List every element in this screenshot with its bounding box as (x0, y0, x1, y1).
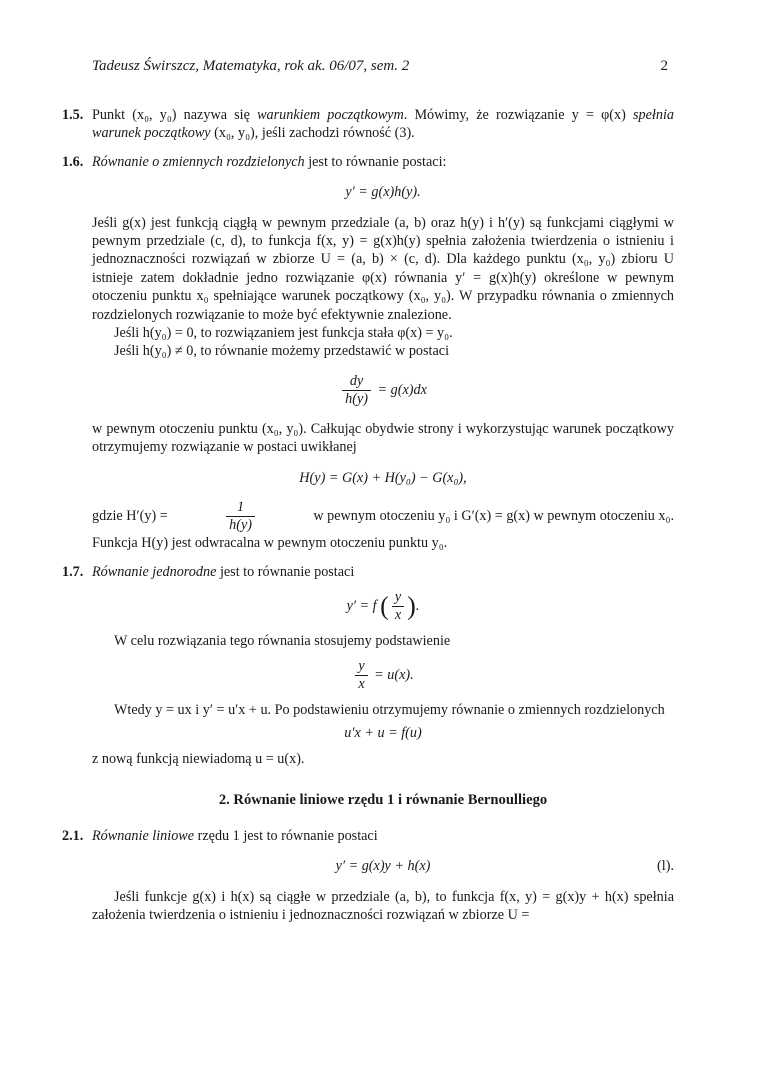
paragraph-2-1 (62, 827, 674, 845)
paragraph: Wtedy y = ux i y′ = u′x + u. Po podstawieniu otrzymujemy równanie o zmiennych rozdzielonych (114, 702, 665, 719)
paragraph-1-6 (62, 153, 674, 171)
term: spełnia warunek początkowy (92, 107, 674, 142)
text: . Mówimy, że rozwiązanie y = φ(x) (403, 107, 633, 123)
text: w pewnym otoczeniu y₀ i G′(x) = g(x) w pewnym otoczeniu x₀. (313, 508, 674, 525)
paren-close: ) (407, 591, 416, 621)
text: gdzie H′(y) = (92, 508, 168, 525)
denominator: h(y) (345, 390, 368, 407)
equation: H(y) = G(x) + H(y₀) − G(x₀), (299, 469, 467, 486)
equation (62, 857, 674, 875)
term: Równanie liniowe (92, 827, 195, 844)
equation: u′x + u = f(u) (344, 724, 422, 741)
numerator: y (355, 658, 367, 676)
term: Równanie jednorodne (92, 563, 217, 580)
item-number: 1.6. (62, 153, 84, 170)
item-number: 1.7. (62, 563, 84, 580)
item-number: 1.5. (62, 107, 84, 123)
text: (x₀, y₀), jeśli zachodzi równość (3). (210, 125, 415, 142)
fraction (226, 499, 255, 534)
fraction (342, 373, 371, 408)
denominator: x (394, 606, 402, 623)
item-number: 2.1. (62, 827, 84, 844)
equation-rhs: = g(x)dx (377, 381, 427, 398)
text: Punkt (x₀, y₀) nazywa się (92, 107, 258, 123)
paragraph (62, 499, 674, 534)
denominator: h(y) (229, 517, 252, 534)
equation-end: . (415, 597, 420, 614)
page-content (62, 106, 674, 925)
term: warunkiem początkowym (257, 107, 404, 123)
equation (62, 589, 674, 624)
paragraph: W celu rozwiązania tego równania stosujemy podstawienie (114, 632, 451, 649)
section-heading: 2. Równanie liniowe rzędu 1 i równanie Bernoulliego (218, 791, 548, 808)
equation: y′ = g(x)h(y). (345, 184, 421, 201)
fraction (392, 589, 404, 624)
header-title: Tadeusz Świrszcz, Matematyka, rok ak. 06/07, sem. 2 (92, 58, 410, 74)
paragraph: Jeśli funkcje g(x) i h(x) są ciągłe w przedziale (a, b), to funkcja f(x, y) = g(x)y + h(x) spełnia założenia twierdzenia o istnieniu i jednoznaczności rozwiązań w zbiorze U = (92, 888, 674, 924)
denominator: x (358, 676, 365, 693)
equation (62, 658, 674, 693)
paragraph: Jeśli g(x) jest funkcją ciągłą w pewnym przedziale (a, b) oraz h(y) i h′(y) są funkcjami ciągłymi w pewnym przedziale (c, d), to funkcja f(x, y) = g(x)h(y) spełnia założenia twierdzenia o istnieniu i jednoznaczności rozwiązań w zbiorze U = (a, b) × (c, d). Dla każdego punktu (x₀, y₀) zbioru U istnieje zatem dokładnie jedno rozwiązanie φ(x) równania y′ = g(x)h(y) określone w pewnym otoczeniu punktu x₀ spełniające warunek początkowy (x₀, y₀). W przypadku równania o zmiennych rozdzielonych rozwiązanie to może być efektywnie znalezione. (92, 214, 674, 323)
page-header (92, 58, 668, 75)
paragraph-1-5 (62, 106, 674, 143)
paragraph: Funkcja H(y) jest odwracalna w pewnym otoczeniu punktu y₀. (92, 535, 448, 552)
equation-tag: (l). (657, 858, 674, 875)
numerator: dy (342, 373, 371, 391)
paren-open: ( (380, 591, 389, 621)
fraction (355, 658, 367, 693)
numerator: 1 (226, 499, 255, 517)
paragraph: z nową funkcją niewiadomą u = u(x). (92, 751, 305, 768)
numerator: y (392, 589, 404, 607)
equation-body: y′ = g(x)y + h(x) (335, 858, 431, 875)
text: rzędu 1 jest to równanie postaci (194, 827, 378, 844)
equation (62, 373, 674, 408)
equation-rhs: = u(x). (374, 667, 414, 684)
text: jest to równanie postaci: (304, 153, 447, 170)
term: Równanie o zmiennych rozdzielonych (92, 153, 305, 170)
paragraph-1-7 (62, 563, 674, 581)
equation-lhs: y′ = f (346, 597, 377, 614)
paragraph: Jeśli h(y₀) = 0, to rozwiązaniem jest funkcja stała φ(x) = y₀. (114, 325, 453, 342)
page-number: 2 (660, 58, 668, 74)
text: jest to równanie postaci (216, 563, 355, 580)
paragraph: w pewnym otoczeniu punktu (x₀, y₀). Całkując obydwie strony i wykorzystując warunek początkowy otrzymujemy rozwiązanie w postaci uwikłanej (92, 420, 674, 456)
paragraph: Jeśli h(y₀) ≠ 0, to równanie możemy przedstawić w postaci (114, 343, 450, 360)
